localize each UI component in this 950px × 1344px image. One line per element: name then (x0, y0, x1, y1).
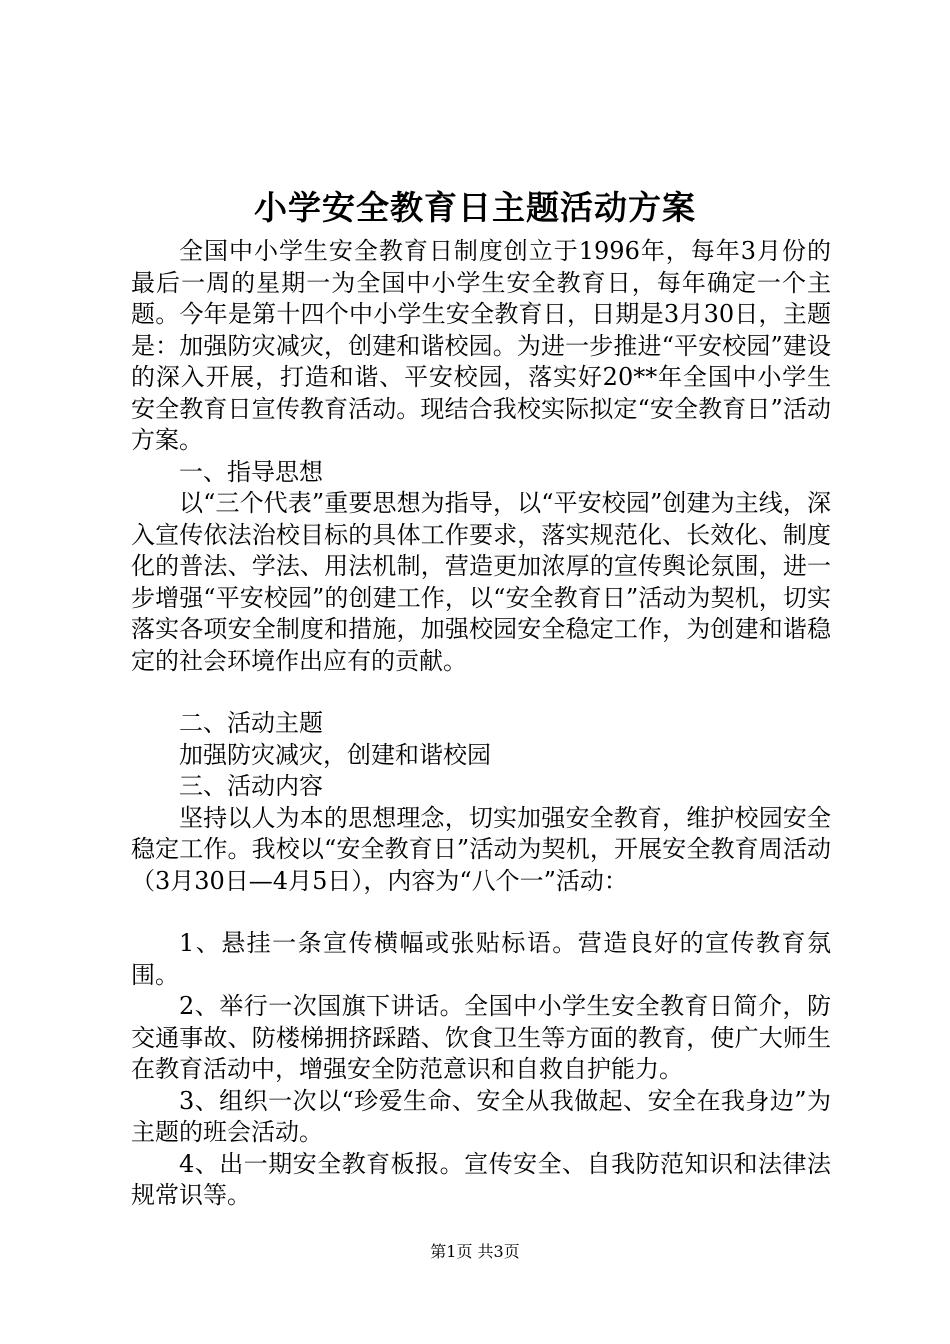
list-item: 3、组织一次以“珍爱生命、安全从我做起、安全在我身边”为主题的班会活动。 (131, 1086, 831, 1146)
spacer (131, 897, 831, 928)
list-item: 4、出一期安全教育板报。宣传安全、自我防范知识和法律法规常识等。 (131, 1149, 831, 1209)
spacer (131, 677, 831, 708)
list-item: 1、悬挂一条宣传横幅或张贴标语。营造良好的宣传教育氛围。 (131, 929, 831, 989)
page-number-footer: 第1页 共3页 (430, 1242, 520, 1261)
guiding-ideology-paragraph: 以“三个代表”重要思想为指导，以“平安校园”创建为主线，深入宣传依法治校目标的具体工作要求，落实规范化、长效化、制度化的普法、学法、用法机制，营造更加浓厚的宣传舆论氛围，进一步增强“平安校园”的创建工作，以“安全教育日”活动为契机，切实落实各项安全制度和措施，加强校园安全稳定工作，为创建和谐稳定的社会环境作出应有的贡献。 (131, 489, 831, 675)
activity-content-paragraph: 坚持以人为本的思想理念，切实加强安全教育，维护校园安全稳定工作。我校以“安全教育日”活动为契机，开展安全教育周活动（3月30日—4月5日），内容为“八个一”活动： (131, 803, 831, 895)
section-heading-activity-content: 三、活动内容 (179, 772, 323, 800)
activity-theme-text: 加强防灾减灾，创建和谐校园 (179, 740, 491, 769)
section-heading-activity-theme: 二、活动主题 (179, 709, 323, 737)
section-heading-guiding-ideology: 一、指导思想 (179, 457, 323, 486)
document-title: 小学安全教育日主题活动方案 (254, 188, 696, 227)
intro-paragraph: 全国中小学生安全教育日制度创立于1996年，每年3月份的最后一周的星期一为全国中小学生安全教育日，每年确定一个主题。今年是第十四个中小学生安全教育日，日期是3月30日，主题是：加强防灾减灾，创建和谐校园。为进一步推进“平安校园”建设的深入开展，打造和谐、平安校园，落实好20**年全国中小学生安全教育日宣传教育活动。现结合我校实际拟定“安全教育日”活动方案。 (131, 237, 831, 454)
list-item: 2、举行一次国旗下讲话。全国中小学生安全教育日简介，防交通事故、防楼梯拥挤踩踏、饮食卫生等方面的教育，使广大师生在教育活动中，增强安全防范意识和自救自护能力。 (131, 992, 831, 1083)
document-body (131, 236, 831, 1212)
